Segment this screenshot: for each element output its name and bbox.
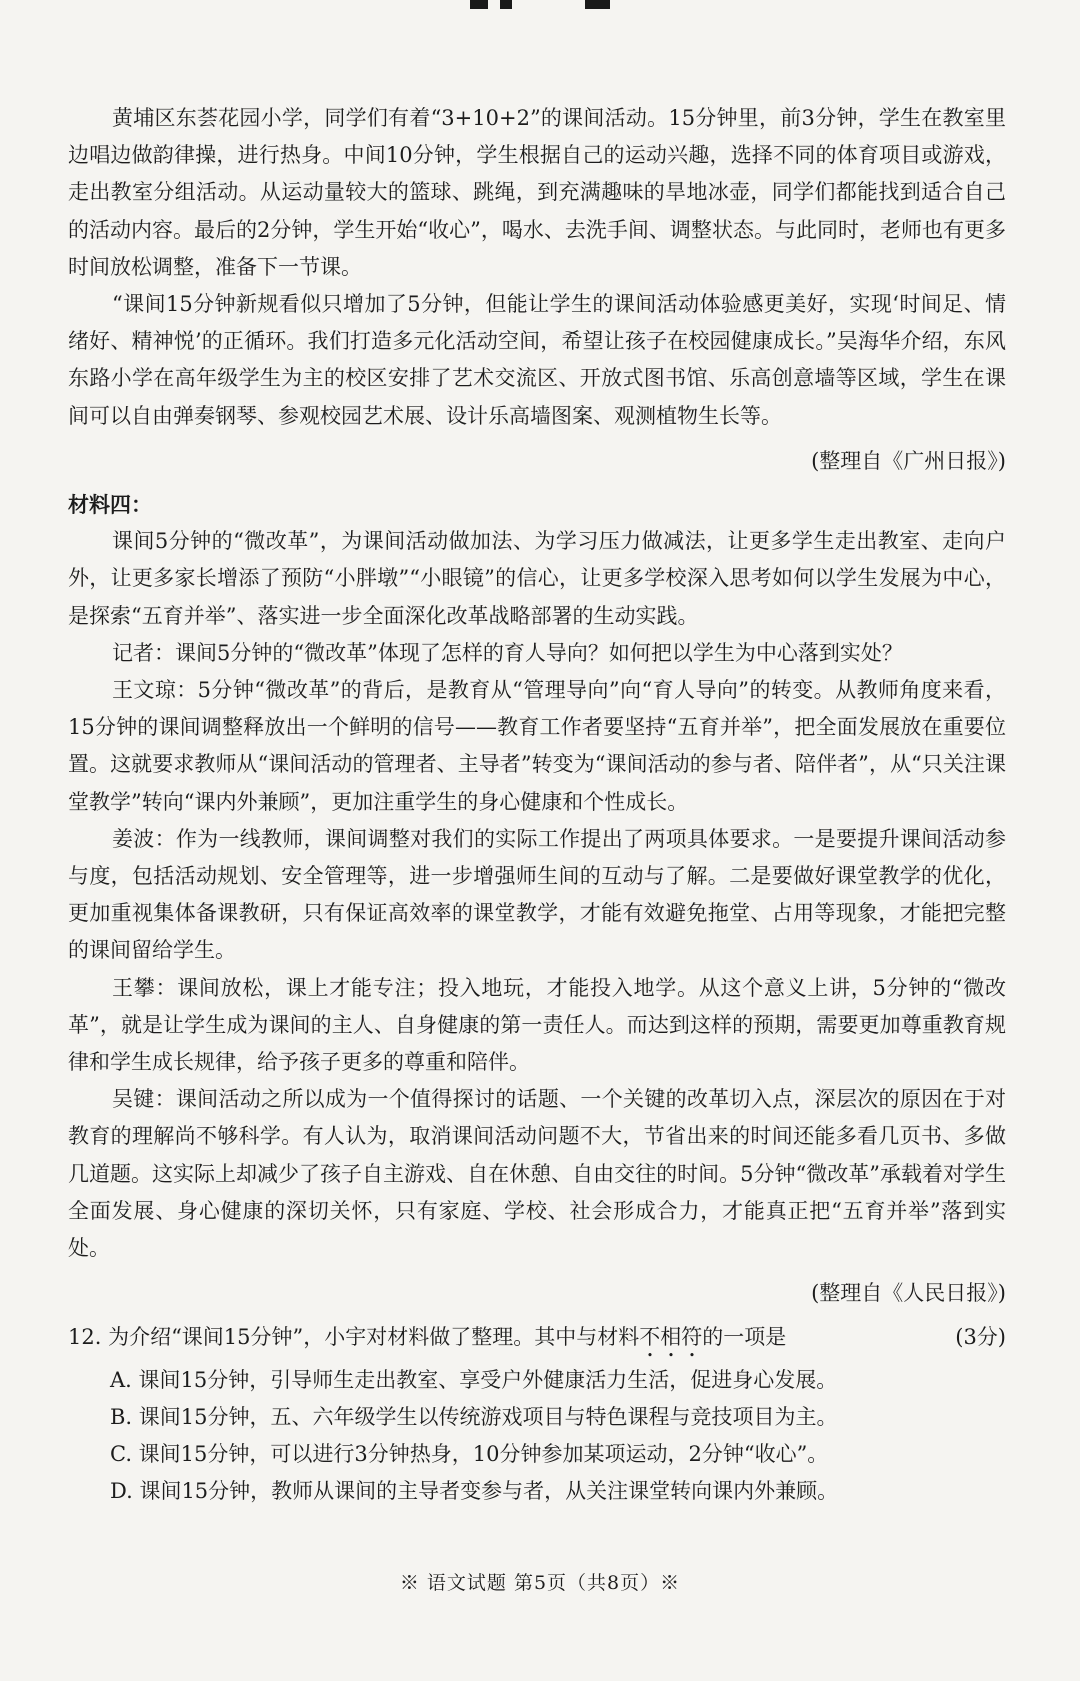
option-a: A. 课间15分钟，引导师生走出教室、享受户外健康活力生活，促进身心发展。 xyxy=(110,1367,838,1392)
material-4-paragraph-5: 王攀：课间放松，课上才能专注；投入地玩，才能投入地学。从这个意义上讲，5分钟的“微改革”，就是让学生成为课间的主人、自身健康的第一责任人。而达到这样的预期，需要更加尊重教育规律和学生成长规律，给予孩子更多的尊重和陪伴。 xyxy=(68,975,1006,1075)
material-4-paragraph-6: 吴键：课间活动之所以成为一个值得探讨的话题、一个关键的改革切入点，深层次的原因在于对教育的理解尚不够科学。有人认为，取消课间活动问题不大，节省出来的时间还能多看几页书、多做几道题。这实际上却减少了孩子自主游戏、自在休憩、自由交往的时间。5分钟“微改革”承载着对学生全面发展、身心健康的深切关怀，只有家庭、学校、社会形成合力，才能真正把“五育并举”落到实处。 xyxy=(68,1087,1006,1261)
material-4-paragraph-3: 王文琼：5分钟“微改革”的背后，是教育从“管理导向”向“育人导向”的转变。从教师角度来看，15分钟的课间调整释放出一个鲜明的信号——教育工作者要坚持“五育并举”，把全面发展放在重要位置。这就要求教师从“课间活动的管理者、主导者”转变为“课间活动的参与者、陪伴者”，从“只关注课堂教学”转向“课内外兼顾”，更加注重学生的身心健康和个性成长。 xyxy=(68,678,1006,814)
material-4-paragraph-1: 课间5分钟的“微改革”，为课间活动做加法、为学习压力做减法，让更多学生走出教室、走向户外，让更多家长增添了预防“小胖墩”“小眼镜”的信心，让更多学校深入思考如何以学生发展为中心，是探索“五育并举”、落实进一步全面深化改革战略部署的生动实践。 xyxy=(68,529,1006,628)
material-4-paragraph-4: 姜波：作为一线教师，课间调整对我们的实际工作提出了两项具体要求。一是要提升课间活动参与度，包括活动规划、安全管理等，进一步增强师生间的互动与了解。二是要做好课堂教学的优化，更加重视集体备课教研，只有保证高效率的课堂教学，才能有效避免拖堂、占用等现象，才能把完整的课间留给学生。 xyxy=(68,826,1006,963)
question-options xyxy=(68,1362,1006,1511)
material-4-source: (整理自《人民日报》) xyxy=(811,1281,1006,1306)
material-4 xyxy=(68,486,1006,1312)
question-stem xyxy=(68,1319,786,1362)
page-footer: ※ 语文试题 第5页（共8页）※ xyxy=(399,1572,681,1594)
material-3-paragraph-1: 黄埔区东荟花园小学，同学们有着“3+10+2”的课间活动。15分钟里，前3分钟，学生在教室里边唱边做韵律操，进行热身。中间10分钟，学生根据自己的运动兴趣，选择不同的体育项目或游戏，走出教室分组活动。从运动量较大的篮球、跳绳，到充满趣味的旱地冰壶，同学们都能找到适合自己的活动内容。最后的2分钟，学生开始“收心”，喝水、去洗手间、调整状态。与此同时，老师也有更多时间放松调整，准备下一节课。 xyxy=(68,106,1006,279)
question-stem-after: 的一项是 xyxy=(702,1324,787,1349)
question-stem-before: 12. 为介绍“课间15分钟”，小宇对材料做了整理。其中与材料 xyxy=(68,1324,640,1349)
material-3-source: (整理自《广州日报》) xyxy=(811,448,1006,473)
option-c: C. 课间15分钟，可以进行3分钟热身，10分钟参加某项运动，2分钟“收心”。 xyxy=(110,1441,829,1466)
question-stem-emphasis: 不相符 xyxy=(639,1324,703,1349)
exam-page xyxy=(68,100,1006,1510)
material-3 xyxy=(68,100,1006,480)
option-d: D. 课间15分钟，教师从课间的主导者变参与者，从关注课堂转向课内外兼顾。 xyxy=(110,1479,839,1504)
question-points: (3分) xyxy=(955,1324,1006,1349)
option-b: B. 课间15分钟，五、六年级学生以传统游戏项目与特色课程与竞技项目为主。 xyxy=(110,1404,838,1429)
question-stem-row xyxy=(68,1319,1006,1362)
material-4-title: 材料四： xyxy=(68,492,152,518)
material-4-paragraph-2: 记者：课间5分钟的“微改革”体现了怎样的育人导向？如何把以学生为中心落到实处？ xyxy=(112,640,903,665)
material-3-paragraph-2: “课间15分钟新规看似只增加了5分钟，但能让学生的课间活动体验感更美好，实现‘时间足、情绪好、精神悦’的正循环。我们打造多元化活动空间，希望让孩子在校园健康成长。”吴海华介绍，东风东路小学在高年级学生为主的校区安排了艺术交流区、开放式图书馆、乐高创意墙等区域，学生在课间可以自由弹奏钢琴、参观校园艺术展、设计乐高墙图案、观测植物生长等。 xyxy=(68,292,1006,428)
top-edge-marks xyxy=(470,0,610,10)
question-12 xyxy=(68,1319,1006,1511)
